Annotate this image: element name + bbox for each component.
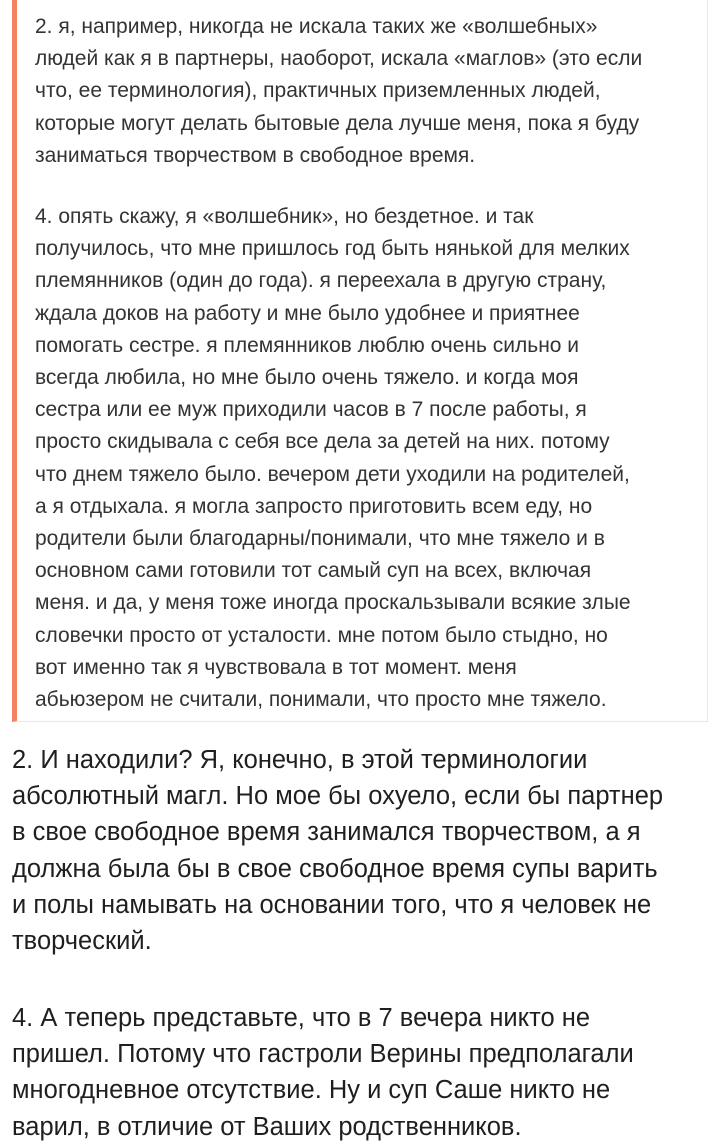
quote-paragraph-2 bbox=[35, 11, 695, 172]
quote-line: людей как я в партнеры, наоборот, искала «маглов» (это если bbox=[35, 47, 643, 71]
quote-line: что днем тяжело было. вечером дети уходили на родителей, bbox=[35, 462, 630, 486]
reply-line: пришел. Потому что гастроли Верины предполагали bbox=[12, 1040, 634, 1069]
quote-block bbox=[12, 0, 708, 722]
reply-paragraph-2 bbox=[12, 742, 708, 959]
reply-line: должна была бы в свое свободное время супы варить bbox=[12, 854, 658, 883]
quote-line: заниматься творчеством в свободное время. bbox=[35, 143, 476, 167]
quote-line: основном сами готовили тот самый суп на всех, включая bbox=[35, 559, 592, 583]
reply-paragraph-4 bbox=[12, 1000, 708, 1145]
quote-line: помогать сестре. я племянников люблю очень сильно и bbox=[35, 333, 580, 357]
quote-line: 4. опять скажу, я «волшебник», но бездетное. и так bbox=[35, 205, 534, 228]
quote-line: а я отдыхала. я могла запросто приготовить всем еду, но bbox=[35, 494, 593, 518]
quote-line: ждала доков на работу и мне было удобнее и приятнее bbox=[35, 301, 580, 325]
quote-line: абьюзером не считали, понимали, что просто мне тяжело. bbox=[35, 688, 607, 712]
reply-line: абсолютный магл. Но мое бы охуело, если бы партнер bbox=[12, 782, 664, 811]
quote-line: просто скидывала с себя все дела за детей на них. потому bbox=[35, 430, 610, 454]
reply-line: 2. И находили? Я, конечно, в этой терминологии bbox=[12, 746, 588, 774]
reply-line: 4. А теперь представьте, что в 7 вечера никто не bbox=[12, 1004, 591, 1032]
quote-line: 2. я, например, никогда не искала таких же «волшебных» bbox=[35, 15, 598, 38]
quote-line: сестра или ее муж приходили часов в 7 после работы, я bbox=[35, 398, 587, 422]
reply-line: творческий. bbox=[12, 927, 152, 956]
quote-line: всегда любила, но мне было очень тяжело. и когда моя bbox=[35, 366, 579, 390]
quote-line: родители были благодарны/понимали, что мне тяжело и в bbox=[35, 527, 605, 551]
reply-line: в свое свободное время занимался творчеством, а я bbox=[12, 818, 641, 847]
reply-line: многодневное отсутствие. Ну и суп Саше никто не bbox=[12, 1076, 611, 1105]
reply-line: и полы намывать на основании того, что я человек не bbox=[12, 890, 652, 919]
quote-line: словечки просто от усталости. мне потом было стыдно, но bbox=[35, 623, 608, 647]
quote-line: меня. и да, у меня тоже иногда проскальзывали всякие злые bbox=[35, 591, 631, 615]
quote-line: вот именно так я чувствовала в тот момент. меня bbox=[35, 655, 517, 679]
quote-line: которые могут делать бытовые дела лучше меня, пока я буду bbox=[35, 111, 640, 135]
quote-paragraph-4 bbox=[35, 201, 695, 716]
reply-line: варил, в отличие от Ваших родственников. bbox=[12, 1112, 522, 1141]
quote-line: племянников (один до года). я переехала в другую страну, bbox=[35, 269, 607, 293]
quote-line: что, ее терминология), практичных приземленных людей, bbox=[35, 79, 601, 103]
quote-line: получилось, что мне пришлось год быть нянькой для мелких bbox=[35, 237, 630, 261]
